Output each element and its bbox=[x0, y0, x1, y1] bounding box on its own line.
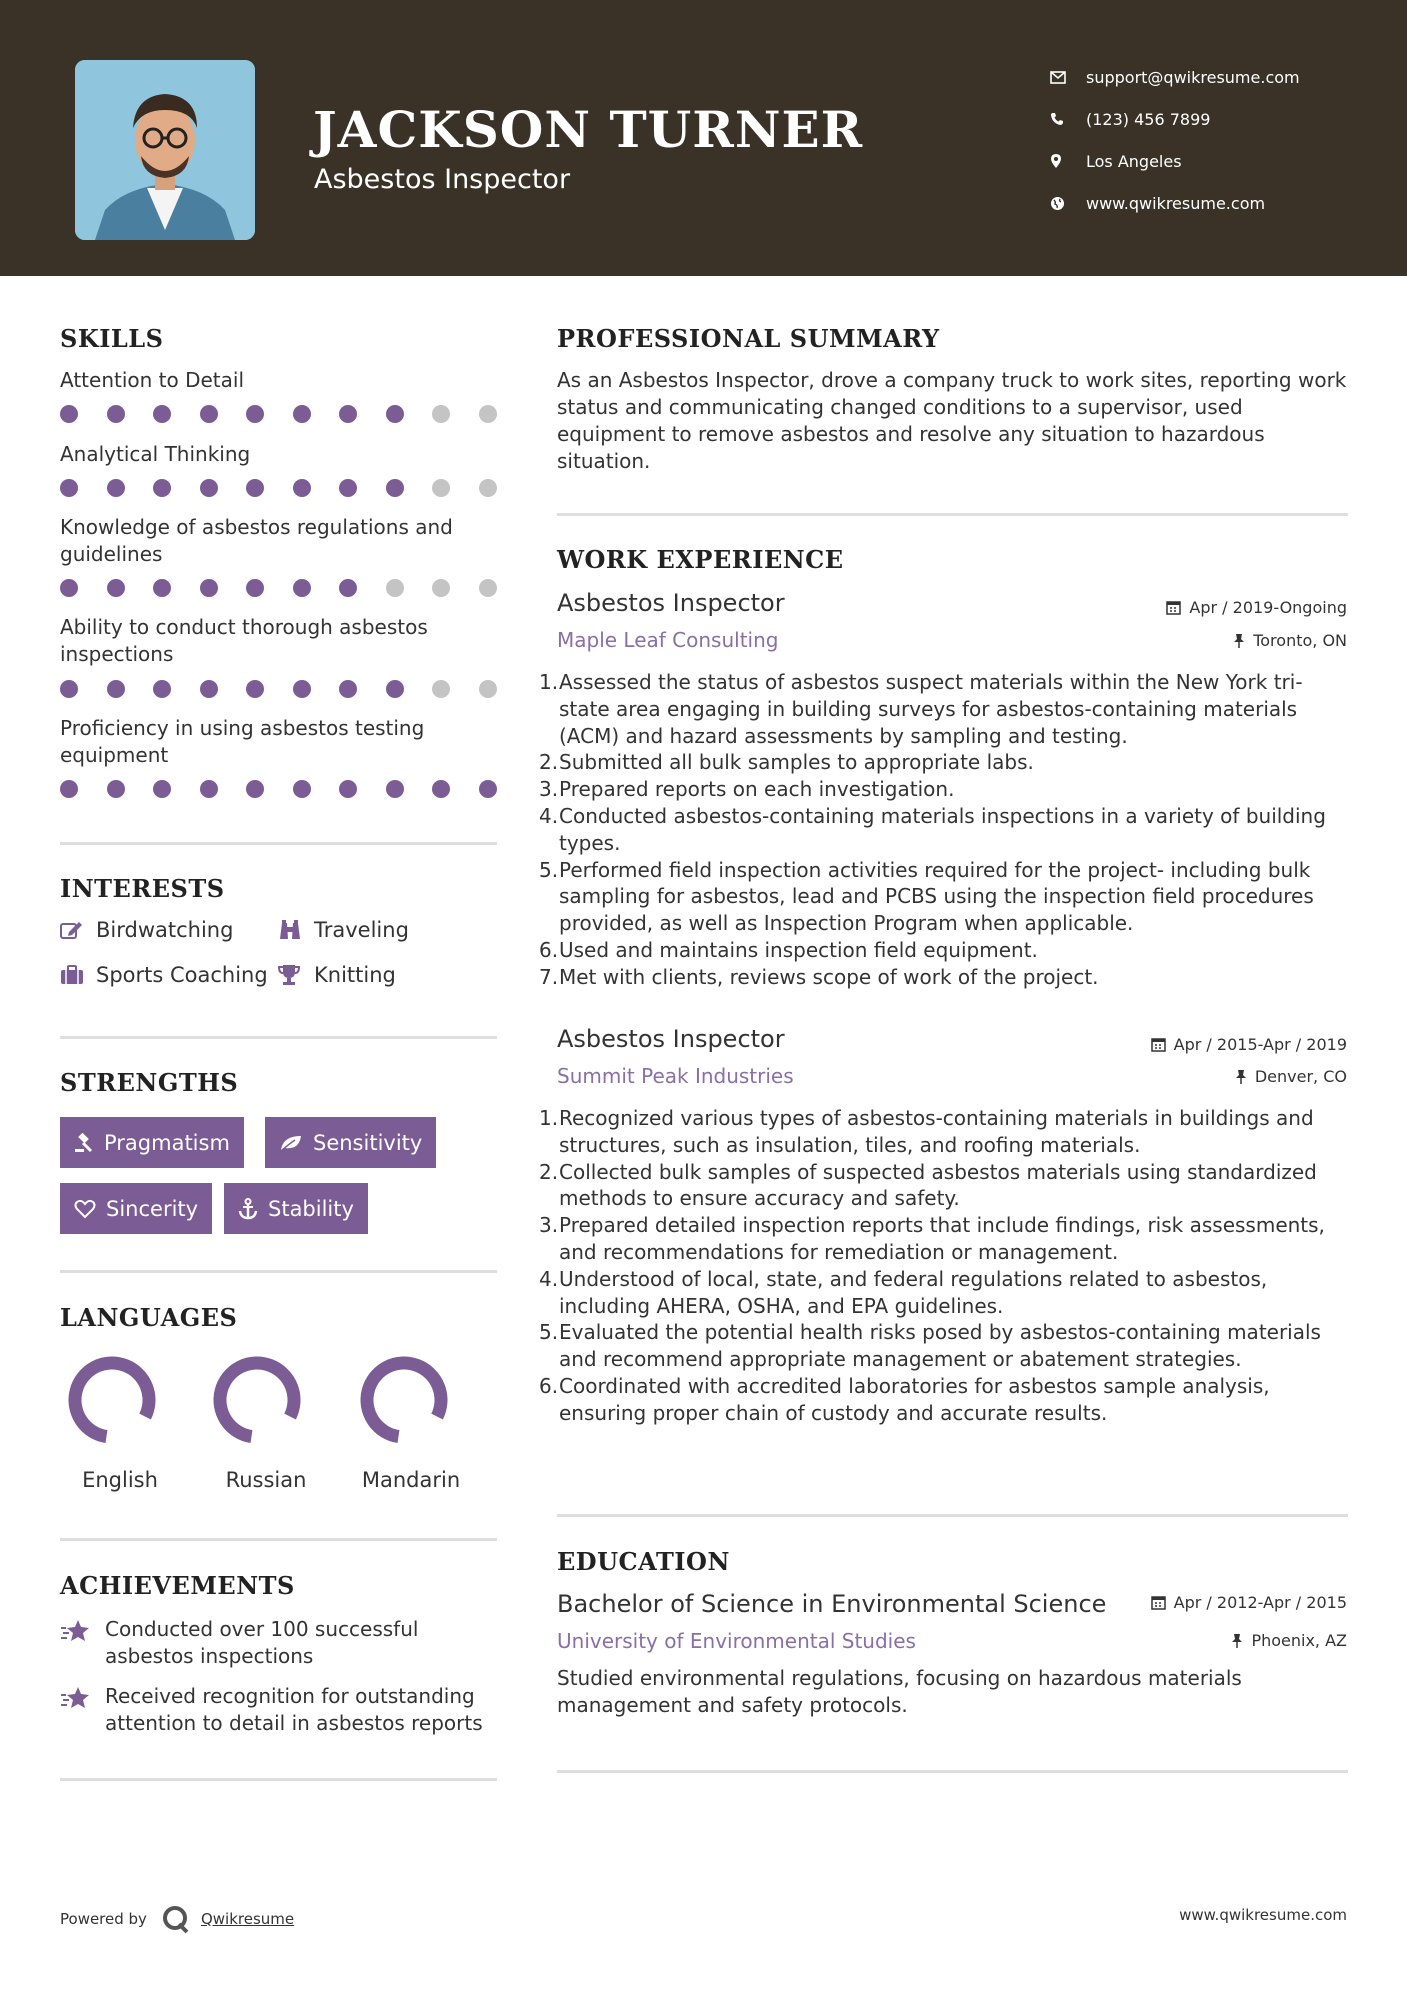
rating-dot-empty bbox=[479, 405, 497, 423]
school-name: University of Environmental Studies bbox=[557, 1629, 916, 1653]
language-label: Russian bbox=[225, 1468, 307, 1492]
job-bullet: 5. Evaluated the potential health risks posed by asbestos-containing materials and recommend appropriate management or abatement strategies. bbox=[539, 1320, 1321, 1372]
rating-dot-filled bbox=[153, 579, 171, 597]
job-bullet: 7. Met with clients, reviews scope of work of the project. bbox=[539, 964, 1099, 989]
binoculars-icon bbox=[278, 919, 314, 941]
divider bbox=[557, 513, 1348, 516]
rating-dot-filled bbox=[107, 479, 125, 497]
job-bullet: 1. Recognized various types of asbestos-containing materials in buildings and structures, such as insulation, tiles, and roofing materials. bbox=[539, 1106, 1314, 1157]
strength-chip: Stability bbox=[224, 1183, 368, 1234]
rating-dot-empty bbox=[479, 680, 497, 698]
job-dates: Apr / 2015-Apr / 2019 bbox=[1151, 1035, 1347, 1054]
rating-dot-filled bbox=[200, 680, 218, 698]
skill-rating bbox=[60, 579, 525, 597]
pushpin-icon bbox=[1231, 1633, 1243, 1648]
interest-item: Knitting bbox=[278, 963, 396, 987]
interests-heading: INTERESTS bbox=[60, 874, 225, 903]
rating-dot-filled bbox=[200, 579, 218, 597]
rating-dot-empty bbox=[386, 579, 404, 597]
rating-dot-filled bbox=[60, 479, 78, 497]
candidate-title: Asbestos Inspector bbox=[314, 164, 571, 195]
job-bullet: 1. Assessed the status of asbestos suspect materials within the New York tri-state area engaging in building surveys for asbestos-containing materials (ACM) and hazard assessments by sampling and testing. bbox=[539, 670, 1303, 748]
language-level-ring bbox=[359, 1355, 449, 1445]
rating-dot-empty bbox=[432, 579, 450, 597]
job-bullet: 6. Used and maintains inspection field equipment. bbox=[539, 937, 1038, 962]
calendar-icon bbox=[1151, 1595, 1166, 1610]
job-bullets bbox=[539, 669, 1352, 991]
company-name: Summit Peak Industries bbox=[557, 1064, 794, 1088]
education-dates: Apr / 2012-Apr / 2015 bbox=[1151, 1593, 1347, 1612]
rating-dot-filled bbox=[386, 479, 404, 497]
job-bullet: 4. Conducted asbestos-containing materials inspections in a variety of building types. bbox=[539, 803, 1326, 855]
language-level-arc bbox=[367, 1363, 441, 1437]
job-bullet: 3. Prepared reports on each investigation. bbox=[539, 777, 955, 802]
rating-dot-filled bbox=[432, 780, 450, 798]
profile-photo bbox=[75, 60, 255, 240]
rating-dot-filled bbox=[386, 405, 404, 423]
rating-dot-empty bbox=[432, 680, 450, 698]
strength-chip: Sensitivity bbox=[265, 1117, 436, 1168]
job-bullet: 6. Coordinated with accredited laboratories for asbestos sample analysis, ensuring proper chain of custody and accurate results. bbox=[539, 1373, 1270, 1425]
leaf-icon bbox=[279, 1134, 303, 1152]
degree-title: Bachelor of Science in Environmental Science bbox=[557, 1590, 1107, 1618]
job-bullet: 2. Collected bulk samples of suspected asbestos materials using standardized methods to ensure accuracy and safety. bbox=[539, 1159, 1317, 1211]
footer-url[interactable]: www.qwikresume.com bbox=[1179, 1906, 1347, 1924]
rating-dot-filled bbox=[60, 405, 78, 423]
rating-dot-filled bbox=[60, 780, 78, 798]
briefcase-icon bbox=[60, 965, 96, 985]
pushpin-icon bbox=[1233, 633, 1245, 648]
contact-website[interactable] bbox=[1050, 182, 1300, 224]
phone-icon bbox=[1050, 112, 1086, 126]
rating-dot-filled bbox=[293, 780, 311, 798]
star-badge-icon bbox=[60, 1683, 105, 1737]
rating-dot-empty bbox=[479, 479, 497, 497]
interest-item: Traveling bbox=[278, 918, 409, 942]
skill-name: Attention to Detail bbox=[60, 368, 245, 392]
job-bullet: 2. Submitted all bulk samples to appropriate labs. bbox=[539, 750, 1034, 775]
globe-icon bbox=[1050, 196, 1086, 211]
job-location: Toronto, ON bbox=[1233, 631, 1347, 650]
contact-list bbox=[1050, 56, 1300, 224]
job-location: Denver, CO bbox=[1235, 1067, 1347, 1086]
rating-dot-filled bbox=[246, 479, 264, 497]
skills-heading: SKILLS bbox=[60, 324, 164, 353]
contact-email-text: support@qwikresume.com bbox=[1086, 67, 1300, 87]
gavel-icon bbox=[74, 1133, 94, 1153]
rating-dot-filled bbox=[153, 405, 171, 423]
rating-dot-filled bbox=[153, 479, 171, 497]
education-text: Studied environmental regulations, focusing on hazardous materials management and safety protocols. bbox=[557, 1666, 1242, 1717]
achievement-item: Received recognition for outstanding attention to detail in asbestos reports bbox=[60, 1683, 500, 1737]
candidate-name: JACKSON TURNER bbox=[313, 100, 864, 159]
skill-rating bbox=[60, 680, 525, 698]
pencil-icon bbox=[60, 920, 96, 940]
contact-phone[interactable] bbox=[1050, 98, 1300, 140]
rating-dot-filled bbox=[386, 780, 404, 798]
skill-name: Analytical Thinking bbox=[60, 442, 251, 466]
divider bbox=[60, 1778, 497, 1781]
divider bbox=[60, 842, 497, 845]
strength-chip: Pragmatism bbox=[60, 1117, 244, 1168]
rating-dot-filled bbox=[339, 680, 357, 698]
pushpin-icon bbox=[1235, 1069, 1247, 1084]
interest-item: Sports Coaching bbox=[60, 963, 268, 987]
resume-header bbox=[0, 0, 1407, 276]
divider bbox=[60, 1036, 497, 1039]
contact-location bbox=[1050, 140, 1300, 182]
rating-dot-filled bbox=[246, 780, 264, 798]
rating-dot-filled bbox=[293, 579, 311, 597]
rating-dot-filled bbox=[200, 405, 218, 423]
divider bbox=[60, 1270, 497, 1273]
rating-dot-filled bbox=[293, 479, 311, 497]
rating-dot-filled bbox=[107, 680, 125, 698]
rating-dot-filled bbox=[153, 780, 171, 798]
rating-dot-filled bbox=[60, 579, 78, 597]
summary-text: As an Asbestos Inspector, drove a company truck to work sites, reporting work status and communicating changed conditions to a supervisor, used equipment to remove asbestos and resolve any situation to hazardous situation. bbox=[557, 368, 1347, 473]
star-badge-icon bbox=[60, 1616, 105, 1670]
summary-heading: PROFESSIONAL SUMMARY bbox=[557, 324, 940, 353]
language-level-arc bbox=[220, 1363, 294, 1437]
calendar-icon bbox=[1151, 1037, 1166, 1052]
rating-dot-filled bbox=[339, 479, 357, 497]
rating-dot-filled bbox=[107, 780, 125, 798]
rating-dot-filled bbox=[200, 780, 218, 798]
achievements-heading: ACHIEVEMENTS bbox=[60, 1571, 295, 1600]
rating-dot-filled bbox=[386, 680, 404, 698]
skill-rating bbox=[60, 780, 525, 798]
job-title: Asbestos Inspector bbox=[557, 1025, 785, 1053]
contact-website-text: www.qwikresume.com bbox=[1086, 193, 1266, 213]
skill-name: Knowledge of asbestos regulations and guidelines bbox=[60, 515, 453, 566]
strengths-heading: STRENGTHS bbox=[60, 1068, 239, 1097]
envelope-icon bbox=[1050, 71, 1086, 84]
interest-item: Birdwatching bbox=[60, 918, 233, 942]
job-bullet: 3. Prepared detailed inspection reports that include findings, risk assessments, and recommendations for remediation or management. bbox=[539, 1213, 1325, 1264]
language-label: Mandarin bbox=[361, 1468, 461, 1492]
rating-dot-filled bbox=[246, 405, 264, 423]
rating-dot-filled bbox=[246, 680, 264, 698]
rating-dot-filled bbox=[339, 405, 357, 423]
divider bbox=[557, 1514, 1348, 1517]
contact-email[interactable] bbox=[1050, 56, 1300, 98]
map-pin-icon bbox=[1050, 153, 1086, 169]
trophy-icon bbox=[278, 964, 314, 986]
powered-by: Powered by Qwikresume bbox=[60, 1904, 294, 1934]
rating-dot-filled bbox=[339, 579, 357, 597]
language-level-ring bbox=[67, 1355, 157, 1445]
heart-icon bbox=[74, 1199, 96, 1219]
strength-chip: Sincerity bbox=[60, 1183, 212, 1234]
language-level-arc bbox=[75, 1363, 149, 1437]
language-label: English bbox=[82, 1468, 158, 1492]
rating-dot-filled bbox=[200, 479, 218, 497]
rating-dot-empty bbox=[479, 579, 497, 597]
job-bullets bbox=[539, 1105, 1352, 1427]
job-bullet: 4. Understood of local, state, and federal regulations related to asbestos, including AHERA, OSHA, and EPA guidelines. bbox=[539, 1266, 1268, 1318]
language-level-ring bbox=[212, 1355, 302, 1445]
job-bullet: 5. Performed field inspection activities required for the project- including bulk sampling for asbestos, lead and PCBS using the inspection field procedures provided, as well as Inspection Program when applicable. bbox=[539, 857, 1314, 936]
experience-heading: WORK EXPERIENCE bbox=[557, 545, 844, 574]
skill-name: Proficiency in using asbestos testing equipment bbox=[60, 716, 425, 767]
rating-dot-filled bbox=[107, 579, 125, 597]
contact-phone-text: (123) 456 7899 bbox=[1086, 109, 1211, 129]
rating-dot-filled bbox=[293, 680, 311, 698]
skill-name: Ability to conduct thorough asbestos inspections bbox=[60, 615, 428, 666]
divider bbox=[60, 1538, 497, 1541]
skill-rating bbox=[60, 405, 525, 423]
rating-dot-filled bbox=[479, 780, 497, 798]
calendar-icon bbox=[1166, 600, 1181, 615]
company-name: Maple Leaf Consulting bbox=[557, 628, 779, 652]
rating-dot-empty bbox=[432, 479, 450, 497]
qwikresume-logo-icon bbox=[161, 1904, 191, 1934]
rating-dot-filled bbox=[153, 680, 171, 698]
education-heading: EDUCATION bbox=[557, 1547, 730, 1576]
rating-dot-filled bbox=[339, 780, 357, 798]
rating-dot-filled bbox=[107, 405, 125, 423]
rating-dot-empty bbox=[432, 405, 450, 423]
languages-heading: LANGUAGES bbox=[60, 1303, 238, 1332]
qwikresume-link[interactable]: Qwikresume bbox=[200, 1910, 295, 1928]
rating-dot-filled bbox=[60, 680, 78, 698]
rating-dot-filled bbox=[293, 405, 311, 423]
divider bbox=[557, 1770, 1348, 1773]
achievement-item: Conducted over 100 successful asbestos inspections bbox=[60, 1616, 500, 1670]
skill-rating bbox=[60, 479, 525, 497]
education-location: Phoenix, AZ bbox=[1231, 1631, 1347, 1650]
anchor-icon bbox=[238, 1198, 258, 1220]
job-dates: Apr / 2019-Ongoing bbox=[1166, 598, 1347, 617]
rating-dot-filled bbox=[246, 579, 264, 597]
job-title: Asbestos Inspector bbox=[557, 589, 785, 617]
contact-location-text: Los Angeles bbox=[1086, 151, 1182, 171]
